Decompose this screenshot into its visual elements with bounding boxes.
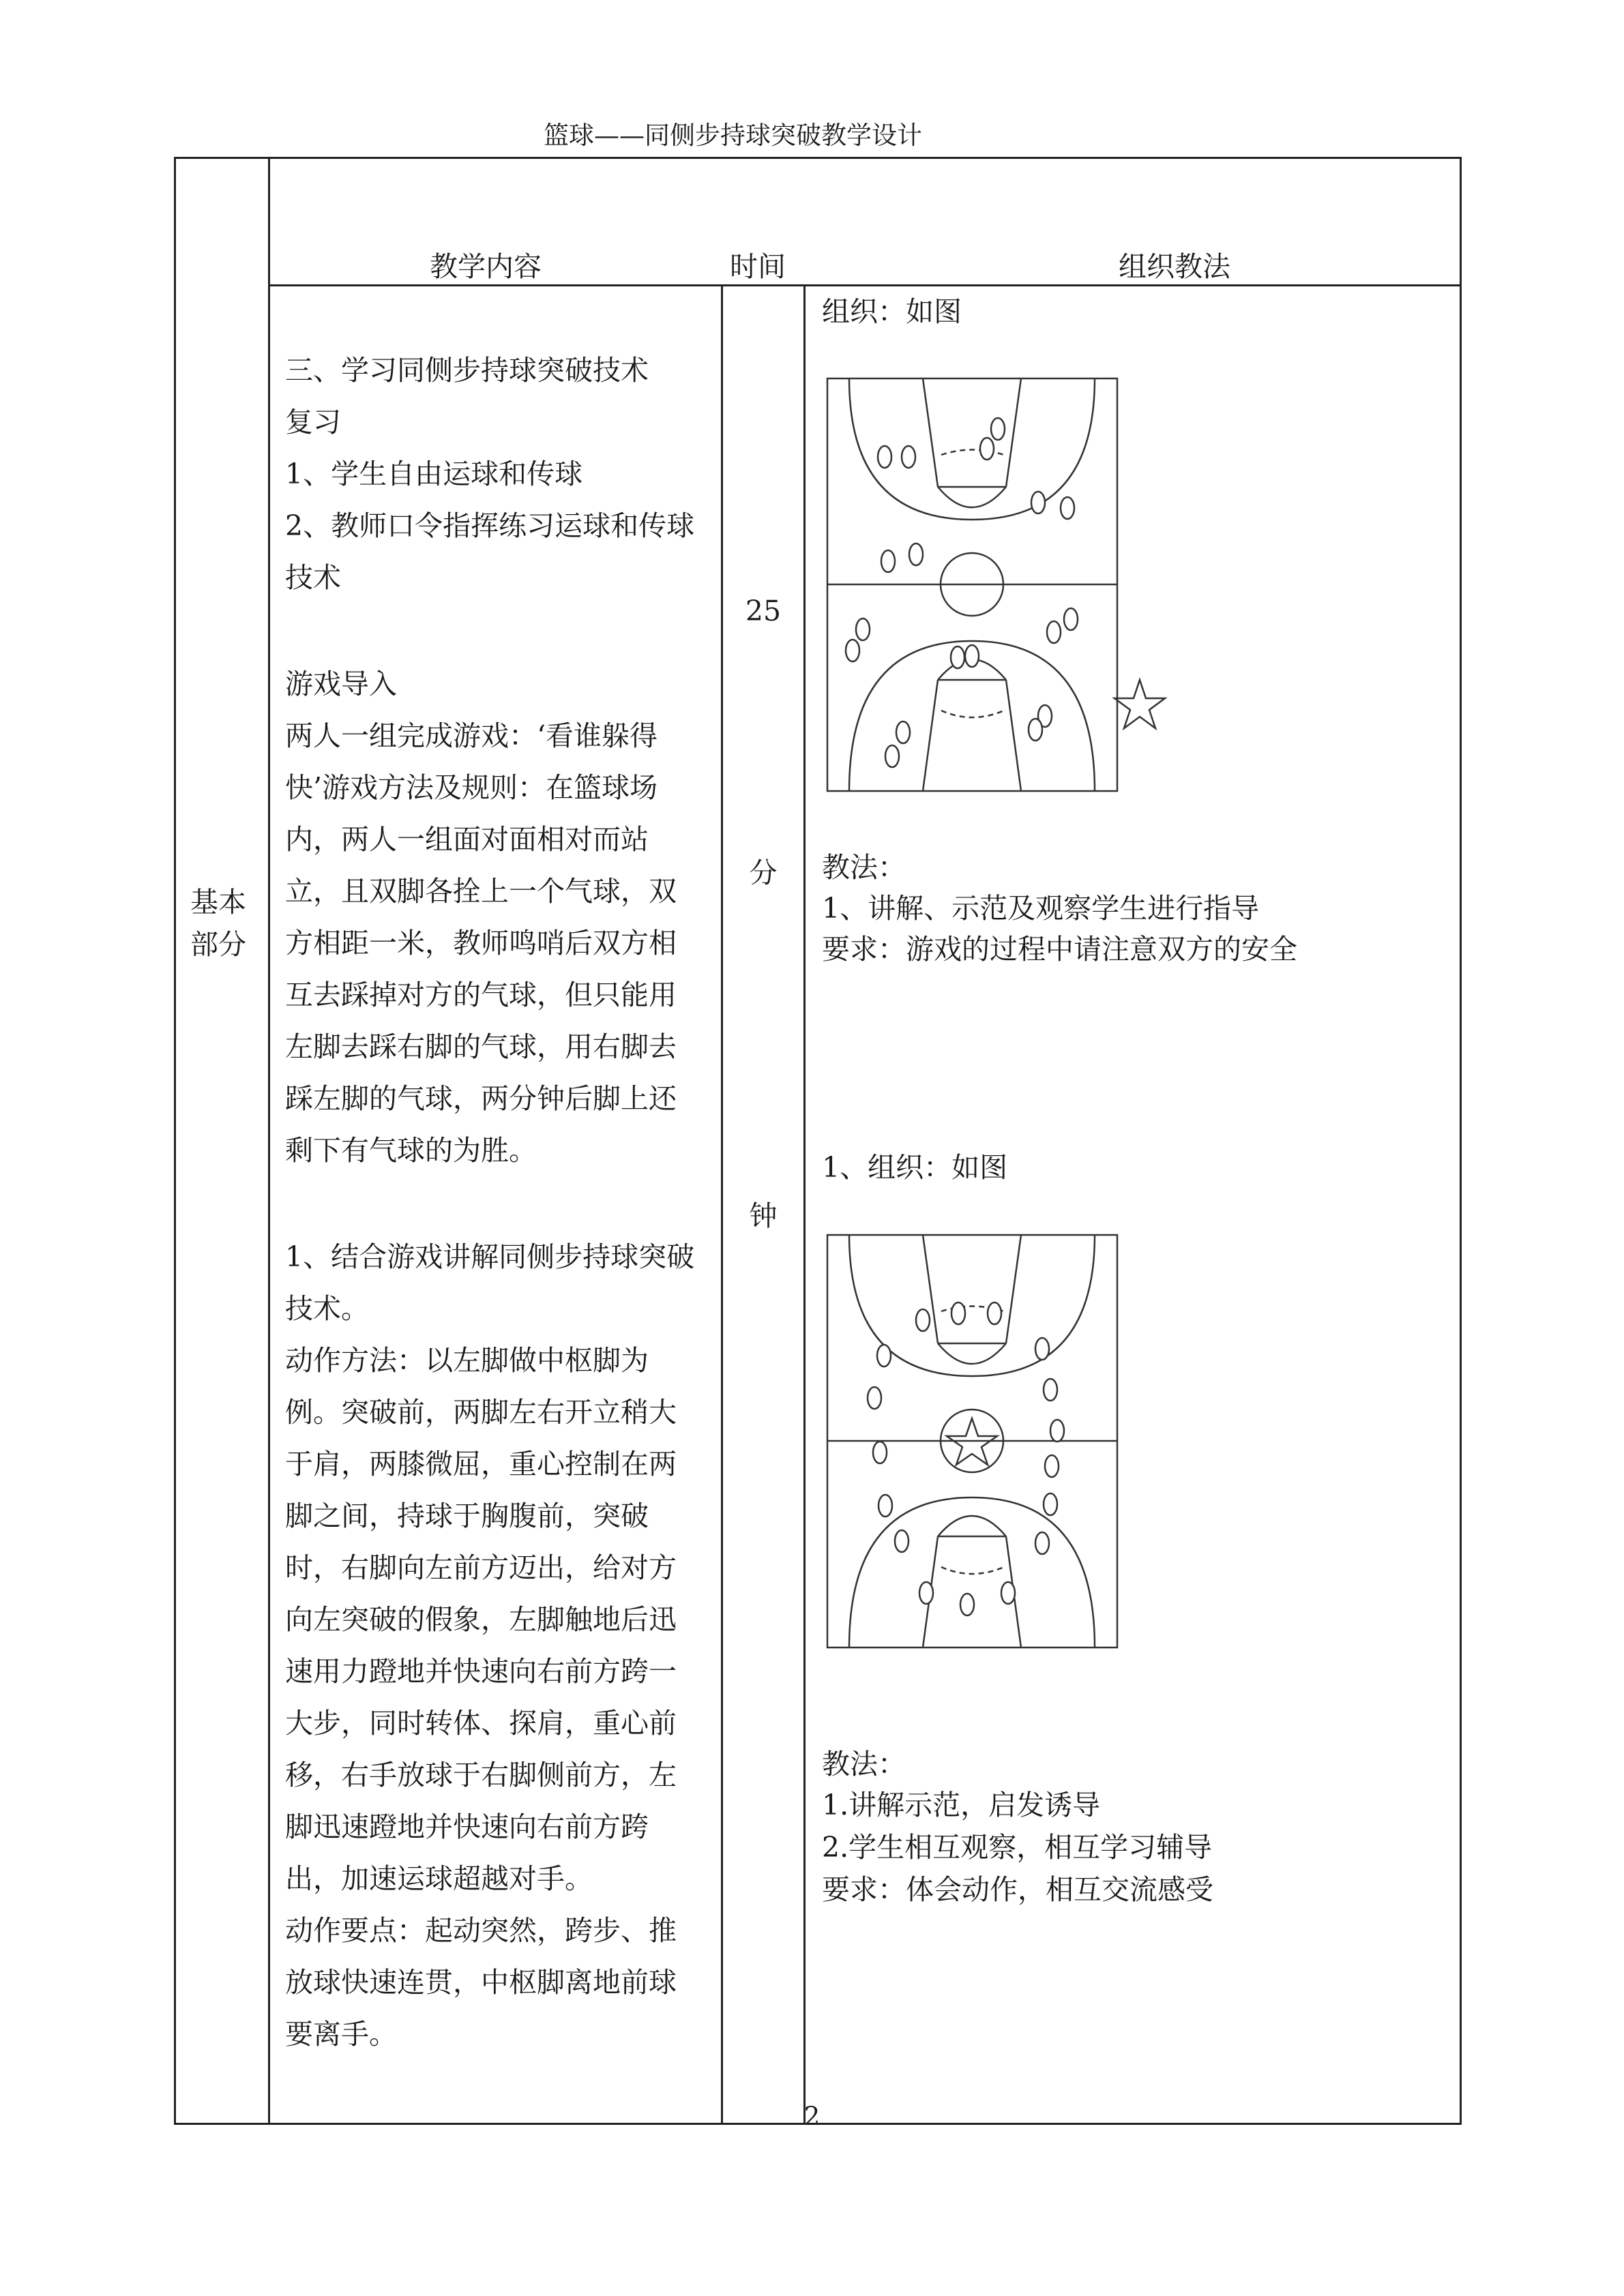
org-label-2: 1、组织：如图 <box>822 1151 1008 1184</box>
time-minutes: 25 <box>745 595 782 627</box>
court-diagram-1 <box>825 376 1180 796</box>
court-diagram-2 <box>825 1233 1125 1652</box>
content-block-game: 游戏导入 两人一组完成游戏：‘看谁躲得 快’游戏方法及规则：在篮球场 内，两人一组面对面相对而站 立，且双脚各拴上一个气球，双 方相距一米，教师鸣哨后双方相 互去踩掉对方的气球，但只能用 左脚去踩右脚的气球，用右脚去 踩左脚的气球，两分钟后脚上还 剩下有气球的为胜。 <box>285 668 677 1167</box>
student-marker-icon <box>846 418 1078 767</box>
section-label: 基本 部分 <box>190 886 246 961</box>
method-2-line-2: 2.学生相互观察，相互学习辅导 <box>822 1831 1213 1864</box>
method-2-line-1: 1.讲解示范，启发诱导 <box>822 1789 1101 1821</box>
time-unit-zhong: 钟 <box>749 1199 778 1232</box>
header-content: 教学内容 <box>430 250 542 283</box>
org-label-1: 组织：如图 <box>822 295 962 328</box>
star-icon <box>1114 680 1165 728</box>
document-title: 篮球——同侧步持球突破教学设计 <box>544 121 922 150</box>
method-title-2: 教法： <box>822 1748 906 1780</box>
content-block-review: 三、学习同侧步持球突破技术 复习 1、学生自由运球和传球 2、教师口令指挥练习运球和传球 技术 <box>285 344 708 603</box>
header-method: 组织教法 <box>1119 250 1230 283</box>
page-number: 2 <box>803 2102 821 2131</box>
method-1-line-2: 要求：游戏的过程中请注意双方的安全 <box>822 933 1297 966</box>
time-unit-fen: 分 <box>749 856 778 889</box>
method-2-line-3: 要求：体会动作，相互交流感受 <box>822 1873 1213 1906</box>
method-title-1: 教法： <box>822 851 906 884</box>
content-heading: 三、学习同侧步持球突破技术 <box>285 354 649 387</box>
method-1-line-1: 1、讲解、示范及观察学生进行指导 <box>822 892 1260 925</box>
content-block-technique: 1、结合游戏讲解同侧步持球突破 技术。 动作方法：以左脚做中枢脚为 例。突破前，两脚左右开立稍大 于肩，两膝微屈，重心控制在两 脚之间，持球于胸腹前，突破 时，右脚向左前方迈出，给对方 向左突破的假象，左脚触地后迅 速用力蹬地并快速向右前方跨一 大步，同时转体、探肩，重心前 移，右手放球于右脚侧前方，左 脚迅速蹬地并快速向右前方跨 出，加速运球超越对手。 动作要点：起动突然，跨步、推 放球快速连贯，中枢脚离地前球 要离手。 <box>285 1240 695 2051</box>
header-time: 时间 <box>730 250 786 283</box>
